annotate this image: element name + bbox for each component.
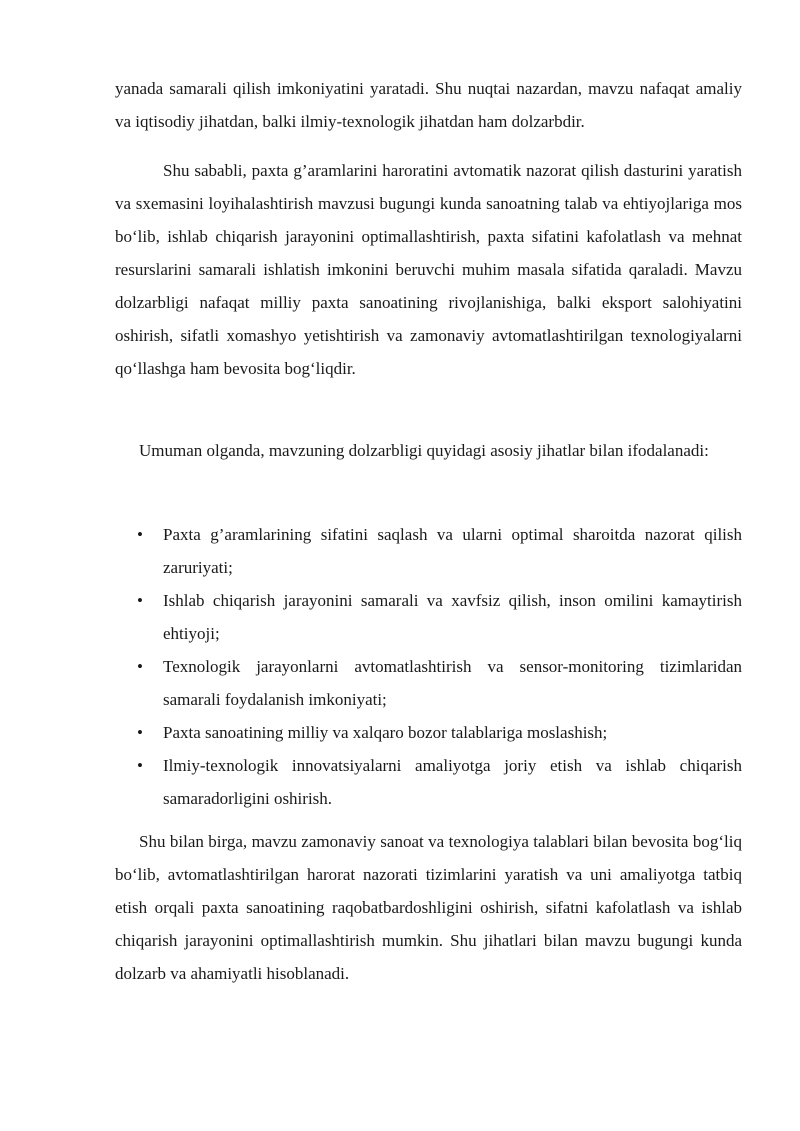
bullet-icon: •: [137, 525, 143, 544]
paragraph-conclusion: Shu bilan birga, mavzu zamonaviy sanoat va texnologiya talablari bilan bevosita bog‘liq bo‘lib, avtomatlashtirilgan harorat nazorati tizimlarini yaratish va uni amaliyotga tatbiq etish orqali paxta sanoatining raqobatbardoshligini oshirish, sifatni kafolatlash va ishlab chiqarish jarayonini optimallashtirish mumkin. Shu jihatlari bilan mavzu bugungi kunda dolzarb va ahamiyatli hisoblanadi.: [115, 832, 742, 983]
list-item: [137, 518, 742, 584]
bullet-icon: •: [137, 657, 143, 676]
list-item: [137, 584, 742, 650]
list-item-text: Texnologik jarayonlarni avtomatlashtirish va sensor-monitoring tizimlaridan samarali foydalanish imkoniyati;: [163, 657, 742, 709]
list-item: [137, 749, 742, 815]
list-item-text: Paxta g’aramlarining sifatini saqlash va ularni optimal sharoitda nazorat qilish zaruriyati;: [163, 525, 742, 577]
paragraph-topic-relevance: Shu sababli, paxta g’aramlarini haroratini avtomatik nazorat qilish dasturini yaratish va sxemasini loyihalashtirish mavzusi bugungi kunda sanoatning talab va ehtiyojlariga mos bo‘lib, ishlab chiqarish jarayonini optimallashtirish, paxta sifatini kafolatlash va mehnat resurslarini samarali ishlatish imkonini beruvchi muhim masala sifatida qaraladi. Mavzu dolzarbligi nafaqat milliy paxta sanoatining rivojlanishiga, balki eksport salohiyatini oshirish, sifatli xomashyo yetishtirish va zamonaviy avtomatlashtirilgan texnologiyalarni qo‘llashga ham bevosita bog‘liqdir.: [115, 161, 742, 378]
paragraph-intro-continuation: yanada samarali qilish imkoniyatini yaratadi. Shu nuqtai nazardan, mavzu nafaqat amaliy va iqtisodiy jihatdan, balki ilmiy-texnologik jihatdan ham dolzarbdir.: [115, 79, 742, 131]
paragraph-aspects-lead: Umuman olganda, mavzuning dolzarbligi quyidagi asosiy jihatlar bilan ifodalanadi:: [139, 441, 709, 460]
aspects-bullet-list: [137, 518, 742, 815]
list-item: [137, 650, 742, 716]
bullet-icon: •: [137, 756, 143, 775]
bullet-icon: •: [137, 591, 143, 610]
list-item-text: Ilmiy-texnologik innovatsiyalarni amaliyotga joriy etish va ishlab chiqarish samaradorligini oshirish.: [163, 756, 742, 808]
list-item-text: Paxta sanoatining milliy va xalqaro bozor talablariga moslashish;: [163, 723, 608, 742]
bullet-icon: •: [137, 723, 143, 742]
list-item-text: Ishlab chiqarish jarayonini samarali va xavfsiz qilish, inson omilini kamaytirish ehtiyoji;: [163, 591, 742, 643]
list-item: [137, 716, 742, 749]
